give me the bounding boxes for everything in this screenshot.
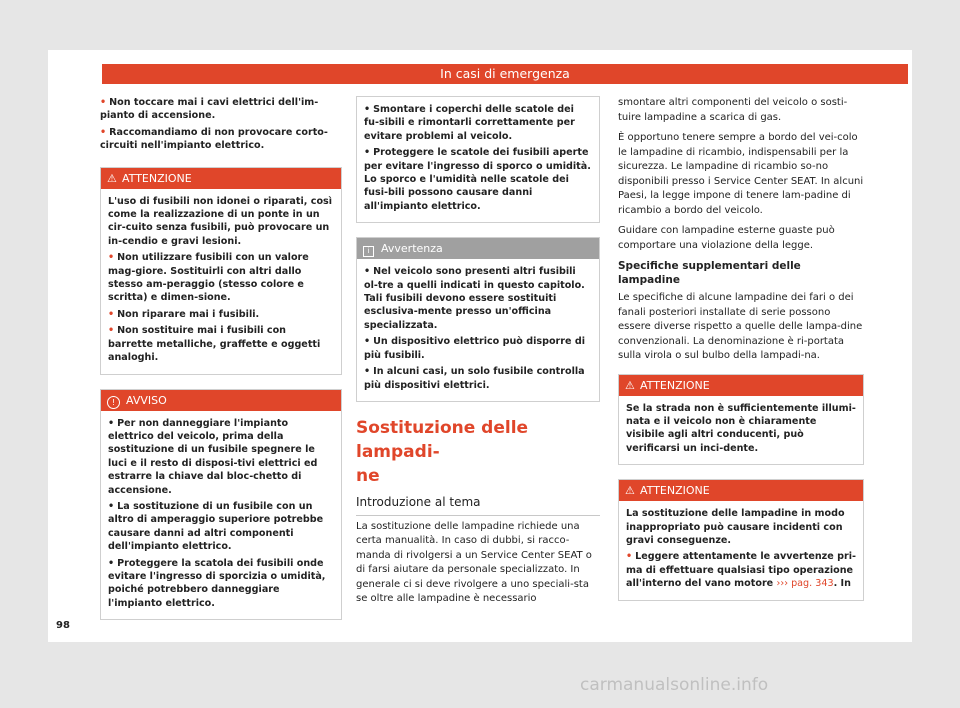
bullet-icon: • bbox=[108, 252, 115, 264]
list-item: • Non utilizzare fusibili con un valore mag-giore. Sostituirli con altri dallo stesso am-peraggio (stesso colore e scritta) e dimen-sione. bbox=[108, 252, 309, 304]
list-item: • La sostituzione di un fusibile con un altro di amperaggio superiore potrebbe causare danni ad altri componenti dell'impianto elettrico. bbox=[108, 500, 324, 553]
column-3 bbox=[618, 96, 864, 615]
warning-body bbox=[619, 501, 863, 599]
note-header: i Avvertenza bbox=[357, 238, 599, 259]
list-item: • Non toccare mai i cavi elettrici dell'im-pianto di accensione. bbox=[100, 97, 319, 122]
body-paragraphs bbox=[618, 96, 864, 364]
paragraph: Guidare con lampadine esterne guaste può comportare una violazione della legge. bbox=[618, 225, 835, 251]
list-item: • Raccomandiamo di non provocare corto-circuiti nell'impianto elettrico. bbox=[100, 126, 328, 152]
bullet-icon: • bbox=[108, 325, 115, 337]
list-item: • Leggere attentamente le avvertenze pri-ma di effettuare qualsiasi tipo operazione all'interno del vano motore ››› pag. 343. In bbox=[626, 551, 856, 590]
intro-paragraph: La sostituzione delle lampadine richiede una certa manualità. In caso di dubbi, si racco-manda di rivolgersi a un Service Center SEAT o di farsi aiutare da personale specializzato. In generale ci si deve rivolgere a uno speciali-sta se oltre alle lampadine è necessario bbox=[356, 520, 592, 605]
warning-triangle-icon: ⚠ bbox=[625, 378, 635, 392]
note-body bbox=[357, 259, 599, 401]
list-item: • In alcuni casi, un solo fusibile controlla più dispositivi elettrici. bbox=[364, 366, 585, 391]
list-item: • Nel veicolo sono presenti altri fusibili ol-tre a quelli indicati in questo capitolo. Tali fusibili devono essere sostituiti esclusiva-mente presso un'officina specializzata. bbox=[364, 266, 585, 331]
warning-triangle-icon: ⚠ bbox=[107, 171, 117, 185]
warning-header: ⚠ ATTENZIONE bbox=[619, 375, 863, 396]
bullet-icon: • bbox=[108, 417, 115, 429]
page-number: 98 bbox=[56, 620, 70, 631]
bullet-icon: • bbox=[364, 266, 371, 278]
warning-triangle-icon: ⚠ bbox=[625, 484, 635, 498]
info-square-icon: i bbox=[363, 246, 374, 257]
page bbox=[48, 50, 912, 642]
bullet-icon: • bbox=[364, 366, 371, 378]
notice-header: ! AVVISO bbox=[101, 390, 341, 411]
warning-body bbox=[101, 189, 341, 374]
bullet-icon: • bbox=[364, 336, 371, 348]
notice-continuation-box bbox=[356, 96, 600, 223]
warning-box-fuses bbox=[100, 167, 342, 375]
warning-header: ⚠ ATTENZIONE bbox=[101, 168, 341, 189]
bullet-icon: • bbox=[364, 104, 371, 115]
exclamation-circle-icon: ! bbox=[107, 396, 120, 409]
warning-text: La sostituzione delle lampadine in modo inappropriato può causare incidenti con gravi conseguenze. bbox=[626, 508, 845, 546]
notice-body bbox=[101, 411, 341, 620]
sub-heading: Specifiche supplementari delle lampadine bbox=[618, 260, 801, 286]
section-title: Sostituzione delle lampadi- ne bbox=[356, 417, 529, 486]
paragraph: È opportuno tenere sempre a bordo del vei-colo le lampadine di ricambio, indispensabili per la sicurezza. Le lampadine di ricambio so-no disponibili presso i Service Center SEAT. In alcuni Paesi, la legge impone di tenere lam-padine di ricambio a bordo del veicolo. bbox=[618, 132, 864, 216]
list-item: • Non sostituire mai i fusibili con barrette metalliche, graffette e oggetti analoghi. bbox=[108, 325, 321, 364]
page-reference-link[interactable]: ››› pag. 343 bbox=[776, 578, 834, 590]
list-item: • Non riparare mai i fusibili. bbox=[108, 308, 260, 320]
warning-text: L'uso di fusibili non idonei o riparati, così come la realizzazione di un ponte in un cir-cuito senza fusibili, può provocare un in-cendio e gravi lesioni. bbox=[108, 195, 333, 247]
list-item: • Un dispositivo elettrico può disporre di più fusibili. bbox=[364, 336, 586, 361]
notice-continuation-body bbox=[357, 97, 599, 222]
paragraph: smontare altri componenti del veicolo o sosti-tuire lampadine a scarica di gas. bbox=[618, 97, 848, 123]
bullet-icon: • bbox=[100, 126, 107, 138]
note-box bbox=[356, 237, 600, 402]
column-1 bbox=[100, 96, 342, 634]
bullet-icon: • bbox=[100, 97, 107, 108]
chapter-header: In casi di emergenza bbox=[102, 64, 908, 84]
warning-header: ⚠ ATTENZIONE bbox=[619, 480, 863, 501]
paragraph: Le specifiche di alcune lampadine dei fari o dei fanali posteriori installate di serie possono essere diverse rispetto a quelle delle lampa-dine convenzionali. La denominazione è ri-portata sulla virola o sul bulbo della lampadi-na. bbox=[618, 292, 863, 361]
watermark: carmanualsonline.info bbox=[580, 675, 769, 695]
section-subtitle: Introduzione al tema bbox=[356, 494, 600, 516]
warning-body bbox=[619, 396, 863, 465]
column-2 bbox=[356, 96, 600, 613]
notice-box bbox=[100, 389, 342, 621]
list-item: • Smontare i coperchi delle scatole dei fu-sibili e rimontarli correttamente per evitare problemi al veicolo. bbox=[364, 104, 575, 142]
intro-bullets bbox=[100, 96, 342, 153]
list-item: • Per non danneggiare l'impianto elettrico del veicolo, prima della sostituzione di un fusibile spegnere le luci e il resto di disposi-tivi elettrici ed estrarre la chiave dal bloc-chetto di accensione. bbox=[108, 417, 318, 496]
warning-text: Se la strada non è sufficientemente illumi-nata e il veicolo non è chiaramente visibile agli altri conducenti, può verificarsi un inci-dente. bbox=[626, 402, 856, 454]
bullet-icon: • bbox=[364, 147, 371, 159]
bullet-icon: • bbox=[108, 557, 115, 569]
bullet-icon: • bbox=[626, 551, 633, 563]
warning-box-visibility bbox=[618, 374, 864, 466]
bullet-icon: • bbox=[108, 500, 115, 512]
list-item: • Proteggere la scatola dei fusibili onde evitare l'ingresso di sporcizia o umidità, poiché potrebbero danneggiare l'impianto elettrico. bbox=[108, 557, 326, 609]
list-item: • Proteggere le scatole dei fusibili aperte per evitare l'ingresso di sporco o umidità. Lo sporco e l'umidità nelle scatole dei fusi-bili possono causare danni all'impianto elettrico. bbox=[364, 147, 591, 212]
warning-box-replacement bbox=[618, 479, 864, 600]
bullet-icon: • bbox=[108, 308, 115, 320]
